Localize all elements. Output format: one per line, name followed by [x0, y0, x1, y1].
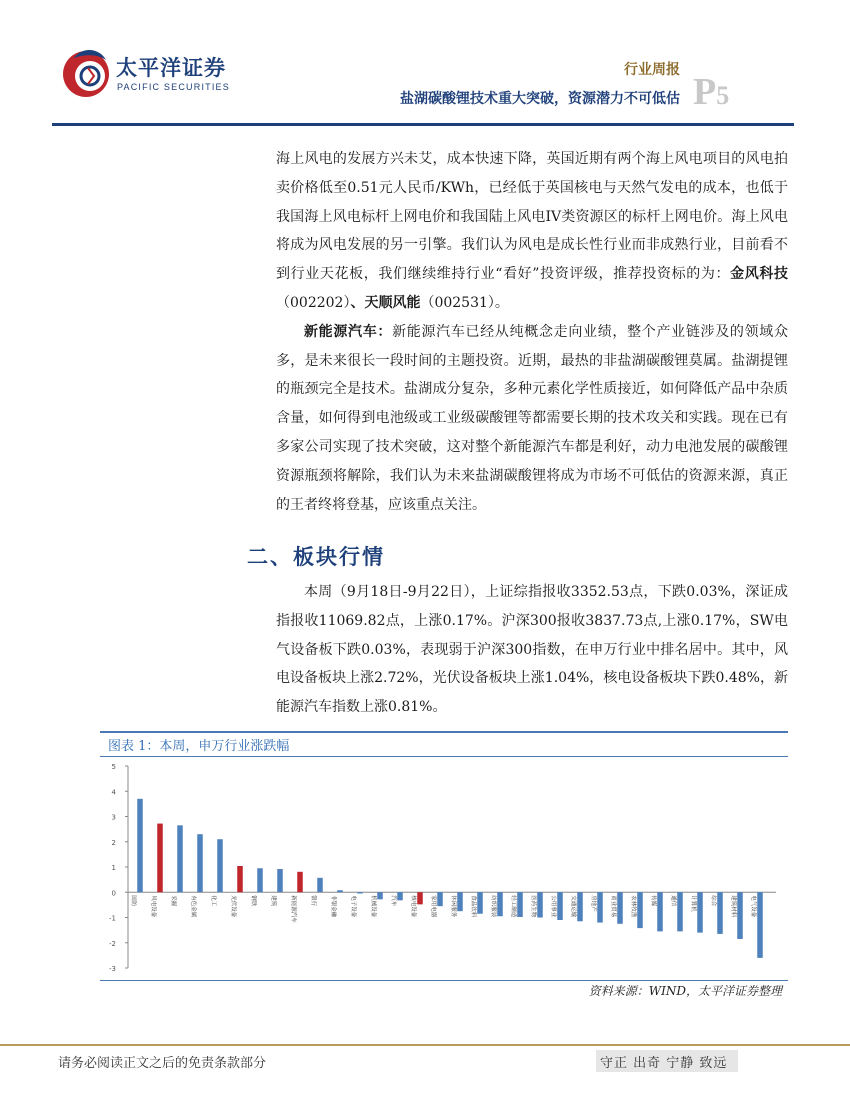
category-label: 建筑 — [270, 895, 276, 907]
bar — [417, 892, 423, 904]
stock-name: 天顺风能 — [364, 294, 421, 311]
footer-motto: 守正 出奇 宁静 致远 — [596, 1050, 738, 1072]
category-label: 公用事业 — [550, 895, 556, 918]
report-type: 行业周报 — [624, 62, 680, 78]
bar — [237, 866, 243, 892]
category-label: 电子设备 — [350, 895, 356, 918]
stock-name: 金风科技 — [730, 266, 788, 283]
category-label: 机械设备 — [370, 895, 376, 918]
bar — [517, 892, 523, 917]
footer-divider — [0, 1044, 850, 1046]
category-label: 采掘 — [170, 895, 176, 907]
bar — [157, 824, 163, 893]
category-label: 休闲服务 — [450, 895, 456, 918]
category-label: 风电设备 — [150, 895, 156, 918]
y-tick-label: -1 — [109, 914, 116, 923]
paragraph-end: 。 — [494, 294, 509, 311]
figure-caption-rule — [100, 756, 788, 757]
separator: 、 — [350, 294, 365, 311]
bar — [597, 892, 603, 922]
report-title: 盐湖碳酸锂技术重大突破，资源潜力不可低估 — [400, 91, 680, 107]
bar — [217, 839, 223, 892]
category-label: 房地产 — [590, 895, 596, 912]
category-label: 国防 — [130, 895, 136, 907]
category-label: 电气设备 — [750, 895, 756, 918]
bar — [277, 869, 283, 892]
category-label: 商业贸易 — [610, 895, 616, 918]
category-label: 核电设备 — [410, 895, 416, 918]
bar — [177, 825, 183, 892]
figure-bottom-rule — [100, 980, 788, 981]
bar — [717, 892, 723, 934]
bar — [397, 892, 403, 900]
page-letter: P — [693, 71, 717, 113]
category-label: 建筑材料 — [730, 895, 736, 918]
category-label: 纺织服装 — [490, 895, 496, 918]
y-tick-label: 2 — [111, 838, 116, 847]
bar — [337, 890, 343, 892]
y-tick-label: 0 — [111, 889, 116, 898]
header-divider — [52, 123, 794, 126]
bar — [457, 892, 463, 911]
category-label: 食品饮料 — [470, 895, 476, 918]
category-label: 新能源汽车 — [290, 895, 296, 923]
section-heading: 二、板块行情 — [247, 545, 385, 569]
category-label: 交通运输 — [570, 895, 576, 918]
figure-top-rule — [100, 731, 788, 733]
bar — [617, 892, 623, 924]
paragraph-text: 海上风电的发展方兴未艾，成本快速下降，英国近期有两个海上风电项目的风电拍卖价格低至0.51元人民币/KWh，已经低于英国核电与天然气发电的成本，也低于我国海上风电标杆上网电价和我国陆上风电IV类资源区的标杆上网电价。海上风电将成为风电发展的另一引擎。我们认为风电是成长性行业而非成熟行业，目前看不到行业天花板，我们继续维持行业“看好”投资评级，推荐投资标的为： — [276, 151, 788, 283]
bar — [557, 892, 563, 920]
bar — [377, 892, 383, 899]
category-label: 化工 — [210, 895, 216, 907]
stock-code: （002202） — [276, 294, 351, 311]
page-digit: 5 — [716, 81, 730, 110]
bar — [657, 892, 663, 931]
bar — [257, 868, 263, 892]
figure-caption: 图表 1：本周，申万行业涨跌幅 — [108, 739, 290, 754]
body-section-2 — [276, 578, 788, 722]
bar — [497, 892, 503, 916]
y-tick-label: 3 — [111, 813, 116, 822]
y-tick-label: 4 — [111, 788, 116, 797]
y-tick-label: -3 — [109, 965, 116, 973]
body-section-1 — [276, 145, 788, 519]
category-label: 农林牧渔 — [630, 895, 636, 918]
company-logo — [60, 44, 230, 104]
paragraph-lead: 新能源汽车： — [304, 323, 393, 340]
bar — [197, 834, 203, 892]
category-label: 银行 — [310, 895, 316, 907]
bar — [757, 892, 763, 958]
bar — [317, 878, 323, 892]
category-label: 有色金属 — [190, 895, 196, 918]
page-number — [693, 70, 729, 114]
category-label: 轻工制造 — [510, 895, 516, 918]
category-label: 传媒 — [650, 895, 656, 907]
category-label: 医药生物 — [530, 895, 536, 918]
bar — [697, 892, 703, 932]
category-label: 计算机 — [690, 895, 696, 912]
bar — [357, 892, 363, 893]
bar — [297, 872, 303, 892]
bar — [737, 892, 743, 939]
category-label: 非银金融 — [330, 895, 336, 918]
paragraph-text: 新能源汽车已经从纯概念走向业绩，整个产业链涉及的领域众多，是未来很长一段时间的主题投资。近期，最热的非盐湖碳酸锂莫属。盐湖提锂的瓶颈完全是技术。盐湖成分复杂，多种元素化学性质接近，如何降低产品中杂质含量，如何得到电池级或工业级碳酸锂等都需要长期的技术攻关和实践。现在已有多家公司实现了技术突破，这对整个新能源汽车都是利好，动力电池发展的碳酸锂资源瓶颈将解除，我们认为未来盐湖碳酸锂将成为市场不可低估的资源来源，真正的王者终将登基，应该重点关注。 — [276, 323, 788, 513]
category-label: 光伏设备 — [230, 895, 236, 918]
category-label: 家用电器 — [430, 895, 436, 918]
y-tick-label: 1 — [111, 864, 116, 872]
paragraph-new-energy-vehicles — [276, 318, 788, 520]
category-label: 汽车 — [390, 895, 396, 907]
stock-code: （002531） — [420, 294, 495, 311]
footer-disclaimer: 请务必阅读正文之后的免责条款部分 — [58, 1056, 267, 1071]
bar — [637, 892, 643, 928]
y-tick-label: -2 — [109, 939, 116, 948]
industry-change-bar-chart — [100, 758, 788, 978]
logo-english-name: PACIFIC SECURITIES — [117, 82, 230, 92]
bar — [537, 892, 543, 917]
logo-chinese-name: 太平洋证券 — [116, 56, 226, 80]
category-label: 通信 — [670, 895, 676, 907]
paragraph-market: 本周（9月18日-9月22日），上证综指报收3352.53点，下跌0.03%，深证成指报收11069.82点，上涨0.17%。沪深300报收3837.73点,上涨0.17%，SW电气设备板下跌0.03%，表现弱于沪深300指数，在申万行业中排名居中。其中，风电设备板块上涨2.72%，光伏设备板块上涨1.04%，核电设备板块下跌0.48%，新能源汽车指数上涨0.81%。 — [276, 584, 788, 716]
bar — [477, 892, 483, 913]
category-label: 综合 — [710, 895, 716, 907]
y-tick-label: 5 — [111, 763, 116, 771]
bar — [137, 799, 143, 892]
bar — [677, 892, 683, 931]
bar — [437, 892, 443, 906]
paragraph-wind-power — [276, 145, 788, 318]
bar — [577, 892, 583, 921]
pacific-logo-icon — [60, 44, 112, 100]
figure-source: 资料来源：WIND，太平洋证券整理 — [588, 984, 782, 998]
category-label: 钢铁 — [250, 895, 256, 907]
